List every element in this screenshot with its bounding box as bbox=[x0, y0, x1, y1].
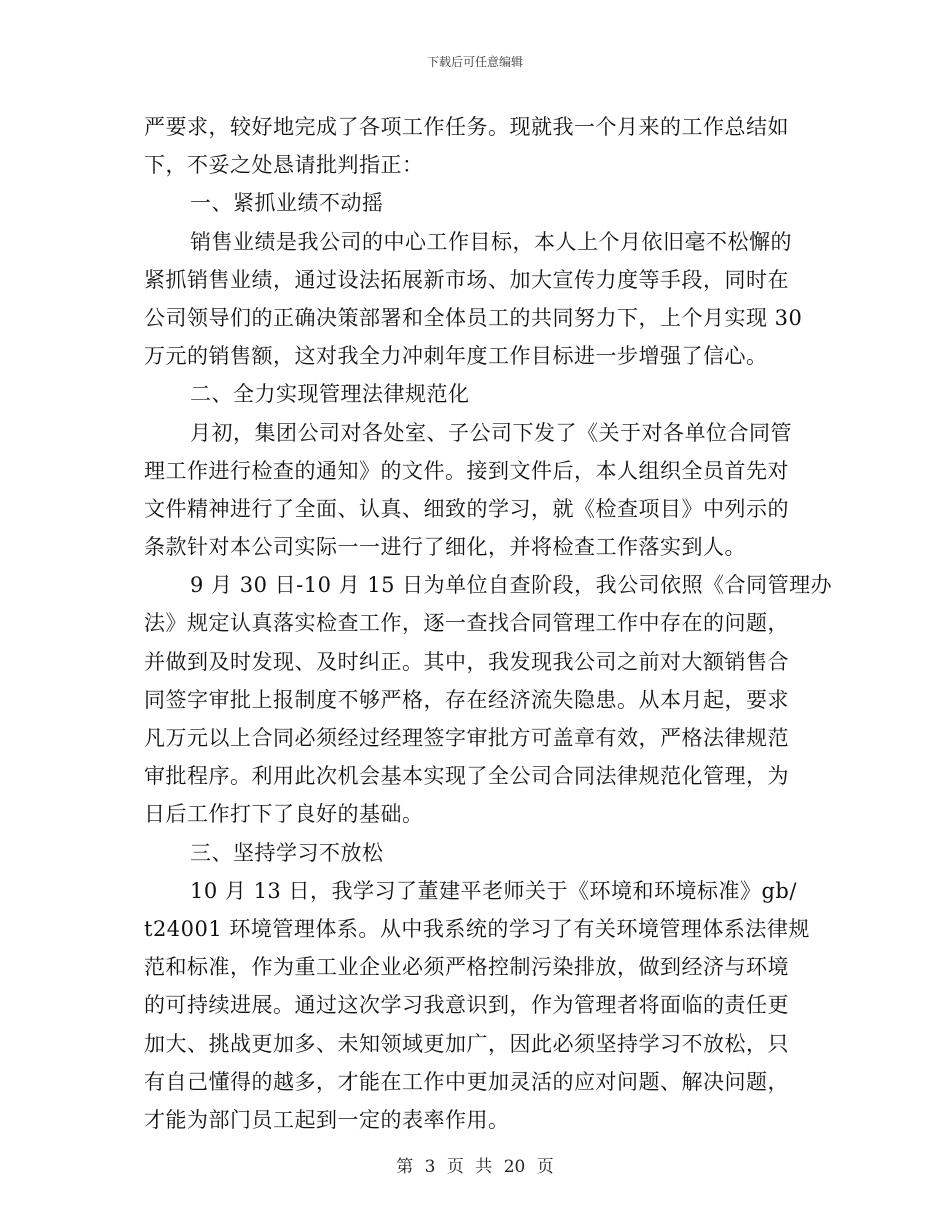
text-line: 月初，集团公司对各处室、子公司下发了《关于对各单位合同管 bbox=[190, 420, 792, 445]
text-line: t24001 环境管理体系。从中我系统的学习了有关环境管理体系法律规 bbox=[144, 916, 810, 941]
text-line: 同签字审批上报制度不够严格，存在经济流失隐患。从本月起，要求 bbox=[144, 687, 789, 712]
text-line: 理工作进行检查的通知》的文件。接到文件后，本人组织全员首先对 bbox=[144, 458, 789, 483]
text-line: 条款针对本公司实际一一进行了细化，并将检查工作落实到人。 bbox=[144, 535, 746, 560]
text-line: 严要求，较好地完成了各项工作任务。现就我一个月来的工作总结如 bbox=[144, 115, 789, 139]
text-line: 公司领导们的正确决策部署和全体员工的共同努力下，上个月实现 30 bbox=[144, 305, 803, 330]
text-line: 凡万元以上合同必须经过经理签字审批方可盖章有效，严格法律规范 bbox=[144, 726, 789, 750]
text-line: 文件精神进行了全面、认真、细致的学习，就《检查项目》中列示的 bbox=[144, 496, 789, 521]
text-line: 万元的销售额，这对我全力冲刺年度工作目标进一步增强了信心。 bbox=[144, 344, 768, 369]
section-heading: 一、紧抓业绩不动摇 bbox=[190, 191, 384, 216]
text-line: 审批程序。利用此次机会基本实现了全公司合同法律规范化管理，为 bbox=[144, 764, 789, 789]
section-heading: 二、全力实现管理法律规范化 bbox=[190, 382, 470, 407]
text-line: 有自己懂得的越多，才能在工作中更加灵活的应对问题、解决问题， bbox=[144, 1069, 789, 1094]
page-number-footer: 第 3 页 共 20 页 bbox=[396, 1157, 554, 1177]
text-line: 的可持续进展。通过这次学习我意识到，作为管理者将面临的责任更 bbox=[144, 993, 789, 1018]
text-line: 9 月 30 日-10 月 15 日为单位自查阶段，我公司依照《合同管理办 bbox=[190, 573, 833, 598]
text-line: 并做到及时发现、及时纠正。其中，我发现我公司之前对大额销售合 bbox=[144, 649, 789, 674]
text-line: 才能为部门员工起到一定的表率作用。 bbox=[144, 1107, 510, 1132]
section-heading: 三、坚持学习不放松 bbox=[190, 840, 384, 865]
text-line: 紧抓销售业绩，通过设法拓展新市场、加大宣传力度等手段，同时在 bbox=[144, 267, 789, 292]
text-line: 范和标准，作为重工业企业必须严格控制污染排放，做到经济与环境 bbox=[144, 955, 789, 980]
text-line: 下，不妥之处恳请批判指正： bbox=[144, 153, 424, 178]
text-line: 日后工作打下了良好的基础。 bbox=[144, 802, 424, 827]
text-line: 加大、挑战更加多、未知领域更加广，因此必须坚持学习不放松，只 bbox=[144, 1031, 789, 1056]
text-line: 法》规定认真落实检查工作，逐一查找合同管理工作中存在的问题， bbox=[144, 611, 789, 636]
document-body bbox=[144, 108, 833, 1139]
text-line: 10 月 13 日，我学习了董建平老师关于《环境和环境标准》gb/ bbox=[190, 878, 797, 903]
page-header: 下载后可任意编辑 bbox=[426, 55, 523, 69]
text-line: 销售业绩是我公司的中心工作目标，本人上个月依旧毫不松懈的 bbox=[190, 229, 792, 254]
